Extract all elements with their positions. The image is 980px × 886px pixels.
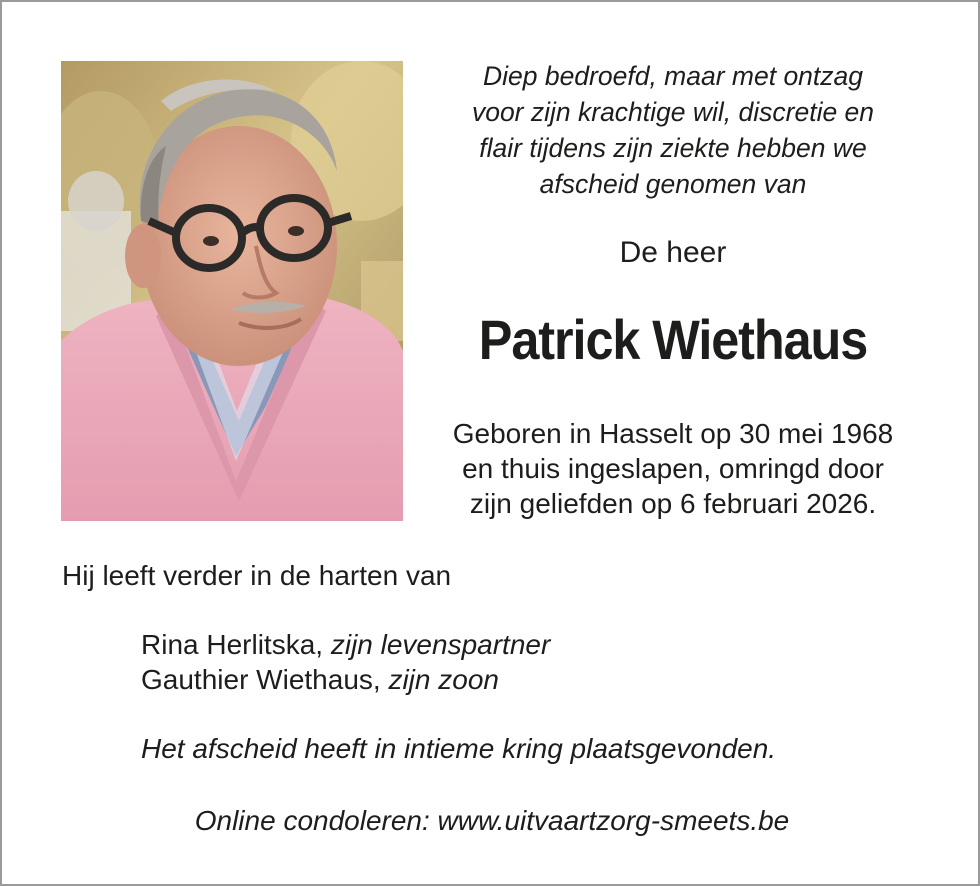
family-list — [141, 627, 550, 697]
deceased-name: Patrick Wiethaus — [478, 308, 868, 371]
birth-line: Geboren in Hasselt op 30 mei 1968 — [452, 418, 894, 449]
intro-line: voor zijn krachtige wil, discretie en — [471, 97, 875, 127]
salutation: De heer — [619, 236, 727, 269]
intro-line: afscheid genomen van — [539, 169, 807, 199]
family-member-name: Gauthier Wiethaus — [141, 664, 373, 695]
birth-line: zijn geliefden op 6 februari 2026. — [469, 488, 877, 519]
portrait-photo — [61, 61, 403, 521]
family-member — [141, 627, 550, 662]
birth-line: en thuis ingeslapen, omringd door — [462, 453, 884, 484]
intro-line: flair tijdens zijn ziekte hebben we — [479, 133, 867, 163]
farewell-text: Het afscheid heeft in intieme kring plaatsgevonden. — [141, 733, 777, 764]
family-separator: , — [372, 664, 389, 695]
portrait-illustration — [61, 61, 403, 521]
family-member — [141, 662, 550, 697]
online-condolence-text: Online condoleren: www.uitvaartzorg-smeets.be — [194, 805, 790, 836]
birth-death-text — [416, 416, 930, 521]
family-separator: , — [315, 629, 331, 660]
family-member-name: Rina Herlitska — [141, 629, 316, 660]
family-member-relation: zijn zoon — [388, 664, 499, 695]
lives-on-text: Hij leeft verder in de harten van — [62, 560, 452, 591]
intro-line: Diep bedroefd, maar met ontzag — [482, 61, 864, 91]
family-member-relation: zijn levenspartner — [330, 629, 551, 660]
intro-text — [426, 58, 920, 202]
